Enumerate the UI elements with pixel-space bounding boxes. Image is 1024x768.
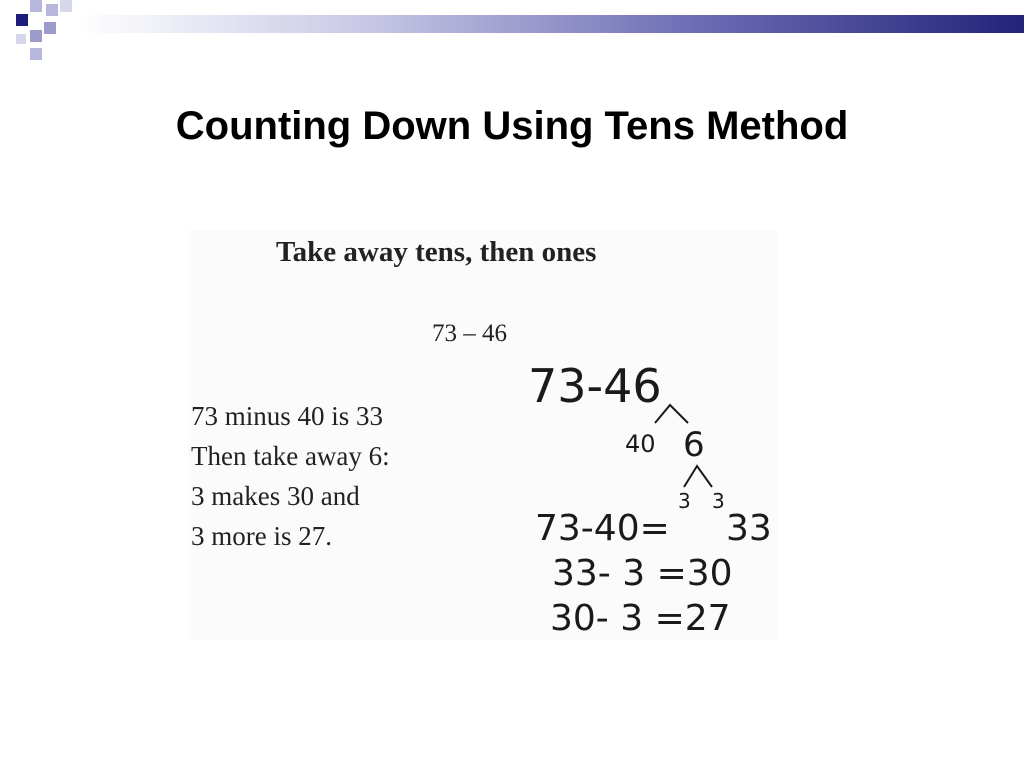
hw-split-b: 3 (712, 489, 725, 513)
hw-step3: 30- 3 =27 (550, 598, 731, 639)
hw-step1-right: 33 (726, 508, 772, 549)
slide-title: Counting Down Using Tens Method (175, 104, 849, 148)
hw-split-ones: 6 (683, 425, 705, 465)
hw-branch-2 (684, 466, 712, 487)
scanned-worksheet-image (188, 230, 778, 640)
hw-problem: 73-46 (528, 359, 662, 413)
slide-logo-squares (0, 0, 80, 64)
hw-split-tens: 40 (625, 430, 656, 458)
handwritten-work (188, 230, 778, 640)
worksheet-heading: Take away tens, then ones (276, 236, 597, 268)
explanation-line: 3 more is 27. (191, 521, 332, 551)
hw-split-a: 3 (678, 489, 691, 513)
worksheet-problem: 73 – 46 (432, 320, 507, 347)
header-gradient-bar (78, 15, 1024, 33)
explanation-line: 73 minus 40 is 33 (191, 401, 384, 431)
hw-step2: 33- 3 =30 (552, 553, 733, 594)
hw-step1-left: 73-40= (535, 508, 670, 549)
explanation-line: 3 makes 30 and (191, 481, 360, 511)
explanation-line: Then take away 6: (191, 441, 390, 471)
